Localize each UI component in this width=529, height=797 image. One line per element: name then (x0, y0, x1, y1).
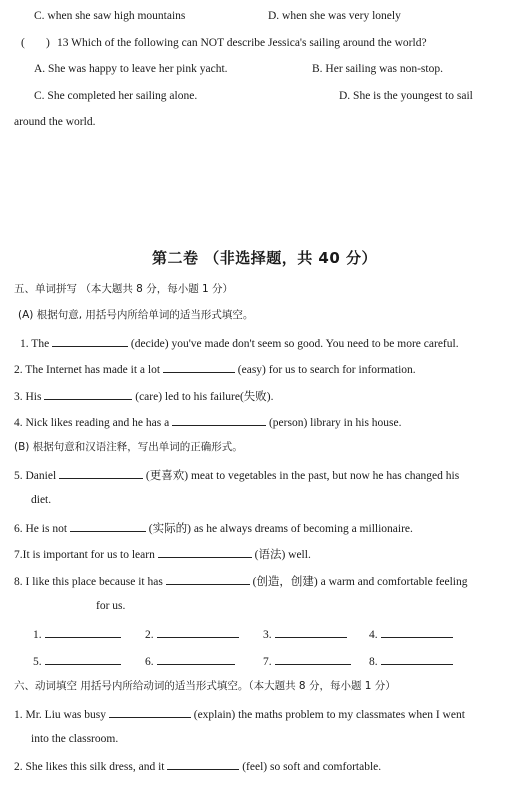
q4-blank[interactable] (172, 414, 266, 426)
word-spelling-q7 (14, 546, 311, 562)
q3-text-after: (care) led to his failure(失败). (135, 391, 274, 403)
section6-heading: 六、动词填空 用括号内所给动词的适当形式填空。（本大题共 8 分，每小题 1 分） (14, 680, 396, 692)
q1-text-after: (decide) you've made don't seem so good. You need to be more careful. (130, 338, 459, 350)
q4-text-after: (person) library in his house. (268, 417, 402, 429)
answer-blank[interactable] (157, 626, 239, 638)
q5-blank[interactable] (59, 467, 143, 479)
v2-blank[interactable] (167, 758, 239, 770)
answer-number: 8. (369, 656, 378, 668)
q7-text-before: 7.It is important for us to learn (14, 549, 155, 561)
answer-slot-3[interactable] (263, 626, 347, 642)
word-spelling-q3 (14, 388, 274, 404)
q12-option-d: D. when she was very lonely (268, 10, 401, 22)
v2-text-before: 2. She likes this silk dress, and it (14, 761, 165, 773)
v1-blank[interactable] (109, 706, 191, 718)
answer-blank[interactable] (157, 653, 235, 665)
answer-blank[interactable] (275, 626, 347, 638)
q8-continuation: for us. (96, 600, 126, 612)
word-spelling-q5 (14, 467, 459, 483)
answer-slot-1[interactable] (33, 626, 121, 642)
q2-text-before: 2. The Internet has made it a lot (14, 364, 161, 376)
q8-text-after: (创造，创建) a warm and comfortable feeling (252, 576, 468, 588)
q3-blank[interactable] (44, 388, 132, 400)
answer-slot-4[interactable] (369, 626, 453, 642)
q6-text-after: (实际的) as he always dreams of becoming a millionaire. (148, 523, 413, 535)
q4-text-before: 4. Nick likes reading and he has a (14, 417, 170, 429)
answer-number: 3. (263, 629, 272, 641)
q13-option-d: D. She is the youngest to sail (339, 90, 473, 102)
answer-slot-7[interactable] (263, 653, 351, 669)
q8-blank[interactable] (166, 573, 250, 585)
word-spelling-q6 (14, 520, 413, 536)
answer-number: 2. (145, 629, 154, 641)
q5-continuation: diet. (31, 494, 52, 506)
answer-blank[interactable] (275, 653, 351, 665)
word-spelling-q8 (14, 573, 467, 589)
q8-text-before: 8. I like this place because it has (14, 576, 163, 588)
verb-fill-q1 (14, 706, 465, 722)
part2-title: 第二卷 （非选择题，共 40 分） (151, 249, 378, 267)
q13-paren-close: ) (46, 37, 50, 49)
answer-slot-6[interactable] (145, 653, 235, 669)
q2-text-after: (easy) for us to search for information. (237, 364, 416, 376)
v1-text-after: (explain) the maths problem to my classmates when I went (193, 709, 465, 721)
v1-continuation: into the classroom. (31, 733, 119, 745)
section5-subpart-b-instruction: (B) 根据句意和汉语注释，写出单词的正确形式。 (14, 441, 243, 453)
word-spelling-q4 (14, 414, 402, 430)
q6-text-before: 6. He is not (14, 523, 68, 535)
answer-slot-2[interactable] (145, 626, 239, 642)
answer-number: 5. (33, 656, 42, 668)
section5-heading: 五、单词拼写 （本大题共 8 分，每小题 1 分） (14, 283, 234, 295)
q7-blank[interactable] (158, 546, 252, 558)
q5-text-before: 5. Daniel (14, 470, 57, 482)
section5-subpart-a-instruction: (A) 根据句意, 用括号内所给单词的适当形式填空。 (18, 309, 254, 321)
answer-number: 7. (263, 656, 272, 668)
v1-text-before: 1. Mr. Liu was busy (14, 709, 106, 721)
answer-number: 1. (33, 629, 42, 641)
q6-blank[interactable] (70, 520, 146, 532)
word-spelling-q2 (14, 361, 416, 377)
word-spelling-q1 (20, 335, 459, 351)
q13-paren-open: ( (21, 37, 25, 49)
q13-stem: 13 Which of the following can NOT describe Jessica's sailing around the world? (57, 37, 427, 49)
q13-option-d-continuation: around the world. (14, 116, 96, 128)
answer-slot-8[interactable] (369, 653, 453, 669)
q3-text-before: 3. His (14, 391, 42, 403)
v2-text-after: (feel) so soft and comfortable. (242, 761, 382, 773)
answer-blank[interactable] (381, 653, 453, 665)
q13-option-a: A. She was happy to leave her pink yacht. (34, 63, 228, 75)
answer-blank[interactable] (45, 653, 121, 665)
q2-blank[interactable] (163, 361, 235, 373)
q1-text-before: 1. The (20, 338, 50, 350)
answer-number: 6. (145, 656, 154, 668)
q13-option-c: C. She completed her sailing alone. (34, 90, 198, 102)
answer-blank[interactable] (45, 626, 121, 638)
q12-option-c: C. when she saw high mountains (34, 10, 186, 22)
q7-text-after: (语法) well. (254, 549, 311, 561)
answer-slot-5[interactable] (33, 653, 121, 669)
q1-blank[interactable] (52, 335, 128, 347)
answer-number: 4. (369, 629, 378, 641)
verb-fill-q2 (14, 758, 381, 774)
q5-text-after: (更喜欢) meat to vegetables in the past, but now he has changed his (145, 470, 460, 482)
answer-blank[interactable] (381, 626, 453, 638)
q13-option-b: B. Her sailing was non-stop. (312, 63, 443, 75)
